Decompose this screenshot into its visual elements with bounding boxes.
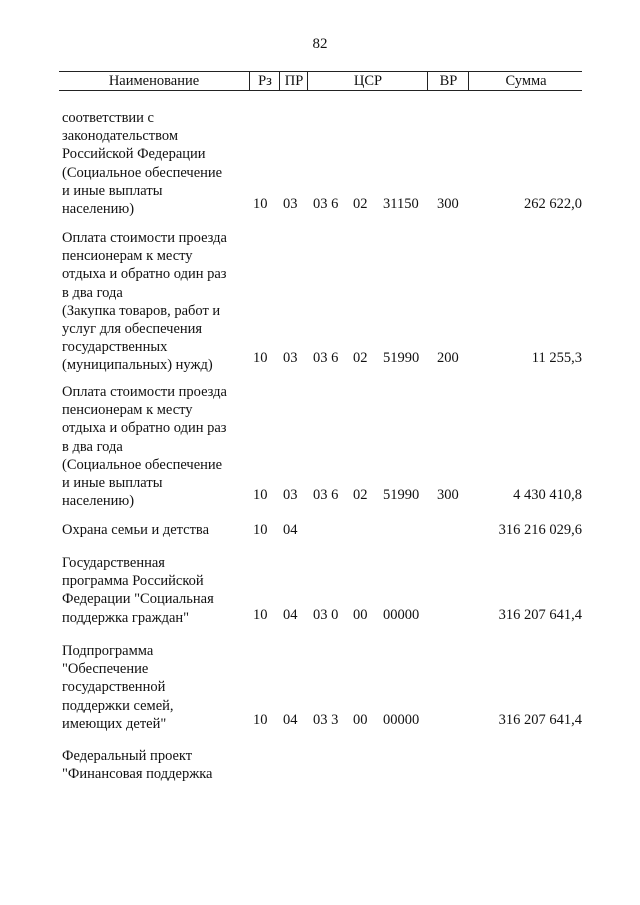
header-vr: ВР bbox=[427, 72, 469, 90]
table-header bbox=[59, 71, 582, 91]
row-sum: 316 216 029,6 bbox=[498, 522, 582, 538]
row-csr-subprogram: 00 bbox=[353, 712, 368, 728]
row-csr-direction: 51990 bbox=[383, 487, 420, 503]
row-csr-subprogram: 02 bbox=[353, 487, 368, 503]
table-row bbox=[0, 554, 640, 624]
row-pr: 03 bbox=[283, 350, 298, 366]
row-csr-direction: 00000 bbox=[383, 712, 420, 728]
row-sum: 4 430 410,8 bbox=[513, 487, 582, 503]
row-vr: 300 bbox=[437, 487, 459, 503]
row-sum: 316 207 641,4 bbox=[498, 712, 582, 728]
header-pr: ПР bbox=[279, 72, 308, 90]
table-row bbox=[0, 521, 640, 539]
row-name: Оплата стоимости проезда пенсионерам к месту отдыха и обратно один раз в два года (Социальное обеспечение и иные выплаты населению) bbox=[62, 384, 227, 510]
row-name: Государственная программа Российской Федерации "Социальная поддержка граждан" bbox=[62, 555, 214, 626]
table-row bbox=[0, 229, 640, 374]
page-number: 82 bbox=[312, 36, 328, 52]
row-csr-program: 03 0 bbox=[313, 607, 339, 623]
row-csr-direction: 00000 bbox=[383, 607, 420, 623]
row-vr: 300 bbox=[437, 196, 459, 212]
row-vr: 200 bbox=[437, 350, 459, 366]
row-rz: 10 bbox=[253, 350, 268, 366]
header-rz: Рз bbox=[249, 72, 280, 90]
row-pr: 04 bbox=[283, 607, 298, 623]
row-pr: 03 bbox=[283, 487, 298, 503]
row-rz: 10 bbox=[253, 712, 268, 728]
row-name: Оплата стоимости проезда пенсионерам к месту отдыха и обратно один раз в два года (Закупка товаров, работ и услуг для обеспечения государственных (муниципальных) нужд) bbox=[62, 230, 227, 374]
header-sum: Сумма bbox=[468, 72, 583, 90]
row-name: соответствии с законодательством Российской Федерации (Социальное обеспечение и иные выплаты населению) bbox=[62, 110, 223, 218]
row-name: Подпрограмма "Обеспечение государственной поддержки семей, имеющих детей" bbox=[62, 643, 174, 732]
row-sum: 316 207 641,4 bbox=[498, 607, 582, 623]
table-row bbox=[0, 747, 640, 783]
row-name: Федеральный проект "Финансовая поддержка bbox=[62, 748, 213, 783]
row-rz: 10 bbox=[253, 522, 268, 538]
row-csr-subprogram: 02 bbox=[353, 350, 368, 366]
header-csr: ЦСР bbox=[307, 72, 428, 90]
row-csr-program: 03 3 bbox=[313, 712, 339, 728]
row-csr-program: 03 6 bbox=[313, 350, 339, 366]
row-name: Охрана семьи и детства bbox=[62, 522, 210, 538]
row-rz: 10 bbox=[253, 607, 268, 623]
row-rz: 10 bbox=[253, 487, 268, 503]
header-name: Наименование bbox=[108, 73, 200, 89]
row-sum: 262 622,0 bbox=[524, 196, 582, 212]
row-csr-subprogram: 00 bbox=[353, 607, 368, 623]
row-csr-program: 03 6 bbox=[313, 487, 339, 503]
row-csr-direction: 51990 bbox=[383, 350, 420, 366]
row-csr-subprogram: 02 bbox=[353, 196, 368, 212]
row-rz: 10 bbox=[253, 196, 268, 212]
row-csr-direction: 31150 bbox=[383, 196, 419, 212]
row-pr: 04 bbox=[283, 712, 298, 728]
table-row bbox=[0, 109, 640, 218]
row-csr-program: 03 6 bbox=[313, 196, 339, 212]
row-pr: 04 bbox=[283, 522, 298, 538]
row-sum: 11 255,3 bbox=[531, 350, 582, 366]
row-pr: 03 bbox=[283, 196, 298, 212]
table-row bbox=[0, 383, 640, 510]
table-row bbox=[0, 642, 640, 732]
